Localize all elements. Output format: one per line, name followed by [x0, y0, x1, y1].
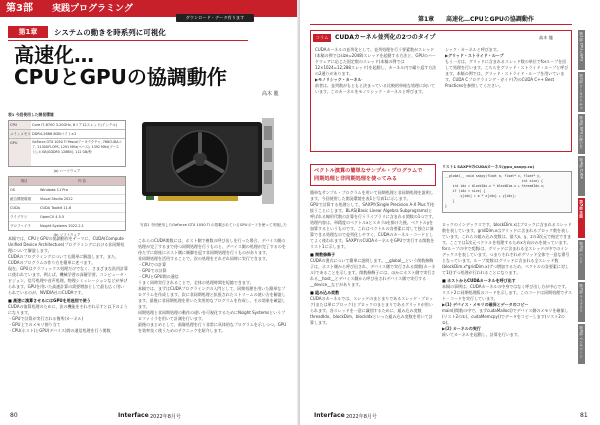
- table-cell-key: CPU: [9, 121, 31, 129]
- code-line: __global__ void saxpy(float a, float* x, float* y,: [445, 174, 541, 178]
- paragraph: 本稿の事例は、CUDAカーネルの中身ではなく呼び出し方が中心です。リスト2に同期処理版のコードを示します。このコードは同期処理でテスト・コードを実行しています。: [442, 284, 572, 301]
- table1-caption: 表1 今回使用した開発環境: [8, 112, 54, 117]
- table-header-cell: 項目: [20, 179, 28, 183]
- paragraph: forループの中で変数iは、グリッドに含まれる全スレッドの中でのインデックスを表しています。つまりそれぞれがグリッド全体で一意な番号となっています。ループ変数iはグリッドに含まれる全スレッド数(blockDim.x*gridDim.x)ずつ増加するため、ベクトルの各要素に対して1回ずつ処理が行われることになります。: [442, 246, 570, 275]
- code-line: }: [445, 199, 455, 203]
- paragraph: うまく同時実行されることで、全体の処理時間を短縮できます。: [138, 280, 254, 285]
- side-tab[interactable]: [578, 156, 585, 196]
- column-left-body: [315, 47, 437, 151]
- table-cell-key: プロファイラ: [10, 224, 31, 228]
- list-item: ▶(1) デバイス・メモリの確保とデータのコピー: [442, 302, 529, 307]
- table1: [8, 112, 126, 238]
- side-tab-label: 第3部 GPUの使い方: [579, 116, 584, 149]
- header-rule: [310, 24, 572, 25]
- list-item: ・GPU上でのメモリ割り当て: [8, 322, 61, 327]
- table1b: [8, 176, 126, 231]
- side-tab-label: 第4部 CUDA: [579, 158, 584, 179]
- table-cell-value: OpenCV 4.5.5: [40, 215, 65, 219]
- listing-title: リスト1 SAXPYのCUDAカーネル(gpu_saxpy.cu): [442, 164, 535, 169]
- section-heading: ■ 組み込み変数: [310, 290, 340, 295]
- table-row: [9, 139, 125, 166]
- code-line: int size) {: [445, 179, 543, 183]
- left-col1-body: [8, 236, 128, 406]
- column-right-body: [445, 47, 569, 151]
- table1b-caption: (b) ソフトウェア: [53, 233, 81, 237]
- side-tab-active[interactable]: [578, 198, 585, 238]
- side-index-tabs: [578, 30, 598, 370]
- author: 高木 龍: [262, 91, 279, 97]
- table-cell-key: メインメモリ: [10, 132, 31, 136]
- paragraph: CUDAのプログラミングについても簡単に解説します。また、CUDAのプログラムの作り方を簡単に述べます。: [8, 254, 119, 265]
- paragraph: 非同期処理を活用することで、次の処理をそれぞれ同時に実行できます。: [138, 256, 270, 261]
- page-number: 80: [10, 412, 18, 419]
- subheading: ▶モノリシック・カーネル: [315, 77, 362, 82]
- chapter-label: 第1章: [8, 26, 48, 38]
- section-heading: ■ ホストからCUDAカーネルを呼び出す: [442, 278, 516, 283]
- page-number: 81: [580, 412, 588, 419]
- section-title-line2: 同期処理と非同期処理を使ってみる: [314, 176, 398, 182]
- column-box: [310, 30, 572, 152]
- list-item: main()関数の中で、まずcudaMalloc()でデバイス側のメモリを確保し(リスト2の①)、cudaMemcpy()でデータをコピーします(リスト2の②)。: [442, 308, 569, 325]
- table-cell-value: GeForce GTX 1050 Ti Pascalアーキテクチャ, 768CUDAコア, 2130GFLOPS, 1291 MHz(ベース), 1392 MHz(ブースト), 4 GB(GDDR5 128Bit), 112 GB/秒: [32, 140, 122, 154]
- list-item: ・CPUとGPU間の通信: [138, 274, 179, 279]
- paragraph: 本稿では、まずはCUDAプログラミングの入門として、同期処理を用いた簡単なプログラムを作成します。次に非同期処理と拡張されたストリームの使い方を解説します。最後に非同期処理を用いた実用的なプログラムを作成し、その効果を確認します。: [138, 286, 286, 309]
- paragraph: GPUで計算する処理として、SAXPY(Single Precision A·X Plus Y)を扱うことにします。BLAS(Basic Linear Algebra Subprograms)と呼ばれる線形代数の計算を行うライブラリに含まれる関数の1つです。: [310, 202, 436, 219]
- table-cell-value: CUDA Toolkit 11.6: [40, 206, 72, 210]
- paragraph: 同期処理と非同期処理の動作の違いを可視化するためにNsight Systemsというプロファイラを用いて計測を行います。: [138, 310, 286, 321]
- right-col2-body: [442, 222, 572, 408]
- part-label: 第3部: [6, 3, 33, 14]
- part-title: 実践プログラミング: [52, 4, 133, 14]
- table-cell-key: 統合開発環境: [10, 197, 31, 201]
- list-item: ▶(2) カーネルの実行: [442, 326, 481, 331]
- table-cell-key: OS: [10, 188, 15, 192]
- table-cell-value: Core i7-8700 3.20GHz, 6コア12スレッド(インテル): [32, 123, 118, 127]
- table-row: [9, 121, 125, 130]
- paragraph: 最後のまとめとして、画像処理を行う非常に具体的なプログラムを示しつつ、GPUを効率良く使うためのテクニックを紹介します。: [138, 322, 287, 333]
- gpu-board-illustration: [138, 108, 288, 220]
- side-tab-label: 第8部 ベンチマーク: [579, 326, 584, 359]
- code-line: if (idx < size) {: [445, 189, 486, 193]
- side-tab[interactable]: [578, 282, 585, 322]
- section-heading: ■ 高速に演算させるにはGPUを用途別で使う: [8, 298, 91, 303]
- section-title-line1: ベクトル演算の簡単なサンプル・プログラムで: [314, 168, 423, 174]
- list-item: 続いてカーネルを起動し、計算を行います。: [442, 332, 522, 337]
- list-item: ・CPU(ホスト)とGPU(デバイス)間の通信処理を行う関数: [8, 328, 111, 333]
- table-row: [9, 213, 125, 222]
- gpu-photo: [138, 108, 288, 220]
- list-item: ・CPUでの計算: [138, 262, 167, 267]
- list-item: ・GPUで計算が実行される箇所(カーネル): [8, 316, 84, 321]
- section-title-box: [310, 164, 436, 186]
- paragraph: CUDAの演算処理のために、次の機能をそれぞれ示すと以下のようになります。: [8, 304, 128, 315]
- chapter-subtitle: システムの動きを時系列に可視化: [54, 28, 166, 37]
- table-row: [9, 204, 125, 213]
- code-line: }: [445, 204, 447, 208]
- side-tab-label: 第1部 CPUとGPU: [579, 32, 584, 62]
- section-heading: ■ 関数修飾子: [310, 252, 336, 257]
- table-cell-key: GPU: [9, 139, 31, 166]
- subheading: ▶グリッド・ストライド・ループ: [445, 53, 504, 58]
- code-line: int idx = blockIdx.x * blockDim.x + threadIdx.x;: [445, 184, 545, 188]
- footer-issue: 2022年8月号: [346, 414, 377, 420]
- column-tag: コラム: [313, 34, 331, 42]
- side-tab[interactable]: [578, 240, 585, 280]
- side-tab-label: 第7部 ライブラリ: [579, 284, 584, 313]
- table-cell-value: Visual Studio 2022: [40, 197, 73, 201]
- column-author: 高木 龍: [539, 35, 553, 40]
- table-row: [9, 186, 125, 195]
- code-line: y[idx] = a * x[idx] + y[idx];: [445, 194, 517, 198]
- running-title: 高速化…CPUとGPUの協調動作: [446, 16, 534, 23]
- column-title: CUDAカーネル並列化の2つのタイプ: [335, 34, 436, 41]
- article-title-line2: CPUとGPUの協調動作: [14, 65, 227, 89]
- download-badge: ダウンロード・データ有ります: [176, 14, 254, 22]
- chapter-underline: [8, 40, 248, 41]
- paragraph: シック・カーネルと呼びます。: [445, 47, 501, 52]
- footer-issue: 2022年8月号: [150, 414, 181, 420]
- left-col2-body: [138, 238, 288, 408]
- side-tab[interactable]: [578, 30, 585, 70]
- paragraph: CUDAのカーネルでは、スレッドのまとまりであるスレッド・ブロック(または単にブロック)とブロックのまとまりであるグリッドが用いられます。各スレッドを一意に識別するために、組み込み変数threadIdx、blockDim、blockIdxといった組み込み変数を用いて計算します。: [310, 296, 434, 325]
- paragraph: ロックのインデックスです。blockDim.xはブロックに含まれるスレッド数を表しています。gridDim.xはグリッドに含まれるブロック数を表しています。これらの組み込み変数は、最大x、y、zの3次元で指定できます。ここでは1次元ベクトルを処理するためx方向のみを使っています。: [442, 222, 572, 245]
- table-cell-value: Nsight Systems 2022.2.1: [40, 224, 84, 228]
- right-col1-body: [310, 190, 436, 408]
- side-tab[interactable]: [578, 114, 585, 154]
- table1a-caption: (a) ハードウェア: [53, 169, 81, 173]
- footer-magazine: Interface: [314, 412, 345, 419]
- table-cell-key: CUDA: [10, 206, 21, 210]
- table-header-row: [9, 177, 125, 186]
- side-tab[interactable]: [578, 324, 585, 364]
- table-row: [9, 222, 125, 230]
- running-chapter-label: 第1章: [418, 16, 435, 23]
- photo-caption: 写真1 今回使用したGeForce GTX 1050 Ti の搭載されているGPUボードを使って実施した: [140, 223, 287, 227]
- footer-magazine: Interface: [118, 412, 149, 419]
- side-tab[interactable]: [578, 72, 585, 112]
- side-tab-label: 第5部 実践: [579, 200, 584, 219]
- paragraph: これらのCUDA関数には、ホスト側で複数の呼び出しを行った場合、デバイス側の処理が完了するまで待つ同期処理を行うものと、デバイス側の処理が完了するのを待たずに即座にホスト側に制御を返す非同期処理を行うものがあります。: [138, 238, 286, 255]
- table-cell-key: ライブラリ: [10, 215, 28, 219]
- paragraph: もう一方は、グリッドに含まれるスレッド数の単位でforループを回して処理を行います。こちらをグリッド・ストライド・ループと呼びます。本稿の例では、グリッド・ストライド・ループを用いています。CUDA Cプログラミング・ガイド(7)のCUDA C++ Best Practicesを参照してください。: [445, 59, 569, 88]
- part-header: [0, 0, 300, 17]
- side-tab-label: 第2部 アーキテクチャ: [579, 74, 584, 110]
- right-page: [300, 0, 600, 425]
- table-cell-value: DDR4-2666 8GBバイト×2: [32, 132, 77, 136]
- paragraph: 処理内容は、単精度のベクトルxとスカラaを掛けた後、ベクトルyを加算するというものです。これはベクトルの各要素に対して独立に演算できる処理なので並列化しやすく、CUDAのカーネル・コードとしてよく使われます。SAXPYのCUDAカーネルをGPUで実行する関数をリスト1に示します。: [310, 220, 435, 249]
- table1a: [8, 120, 126, 167]
- paragraph: 本稿では、CPUとGPUの協調動作をテーマに、CUDA(Compute Unified Device Architecture)プログラミングにおける非同期処理について解説します。: [8, 236, 125, 253]
- code-block: [442, 171, 572, 213]
- listing1: [442, 164, 572, 216]
- article-title-line1: 高速化…: [14, 43, 94, 67]
- table-row: [9, 130, 125, 139]
- paragraph: CUDAカーネルの並列化として、並列処理を行う要素数がスレッド(本稿の例ではsize=2048)スレッドを起動する方法と、GPUのハードウェアに応じた固定数のスレッド(本稿の例では12×1024=12,288スレッド)を起動し、カーネル内で繰り返す方法の2通りがあります。: [315, 47, 437, 76]
- table-row: [9, 195, 125, 204]
- table-cell-value: Windows 11 Pro: [40, 188, 68, 192]
- side-tab-label: 第6部 ハード: [579, 242, 584, 264]
- paragraph: CUDAの書式について簡単に説明します。__global__という関数修飾子は、ホスト側から呼び出され、デバイス側で実行される関数(カーネル)であることを示します。関数修飾子には、ほかにホスト側で実行される__host__とデバイス側から呼び出されデバイス側で実行する__device__などがあります。: [310, 258, 436, 287]
- paragraph: 前者は、並列数がもともと決まっている比較的単純な処理に向いています。このカーネルをモノリシック・カーネルと呼びます。: [315, 83, 435, 94]
- paragraph: 現在、GPUはグラフィックス処理だけでなく、さまざまな汎用計算に使われています。例えば、機械学習の深層学習、コンピュータ・ビジョン、信号処理や音声処理、物理シミュレーションなどが挙げられます。GPUを用いた高速計算の需要増加として最も広く用いられているのが、NVIDIA社のCUDAです。: [8, 266, 128, 295]
- list-item: ・GPUでの計算: [138, 268, 167, 273]
- paragraph: 簡単なサンプル・プログラムを用いて同期処理と非同期処理を説明します。今回使用した開発環境を表1と写真1に示します。: [310, 190, 434, 201]
- table-header-cell: 内 容: [77, 179, 87, 183]
